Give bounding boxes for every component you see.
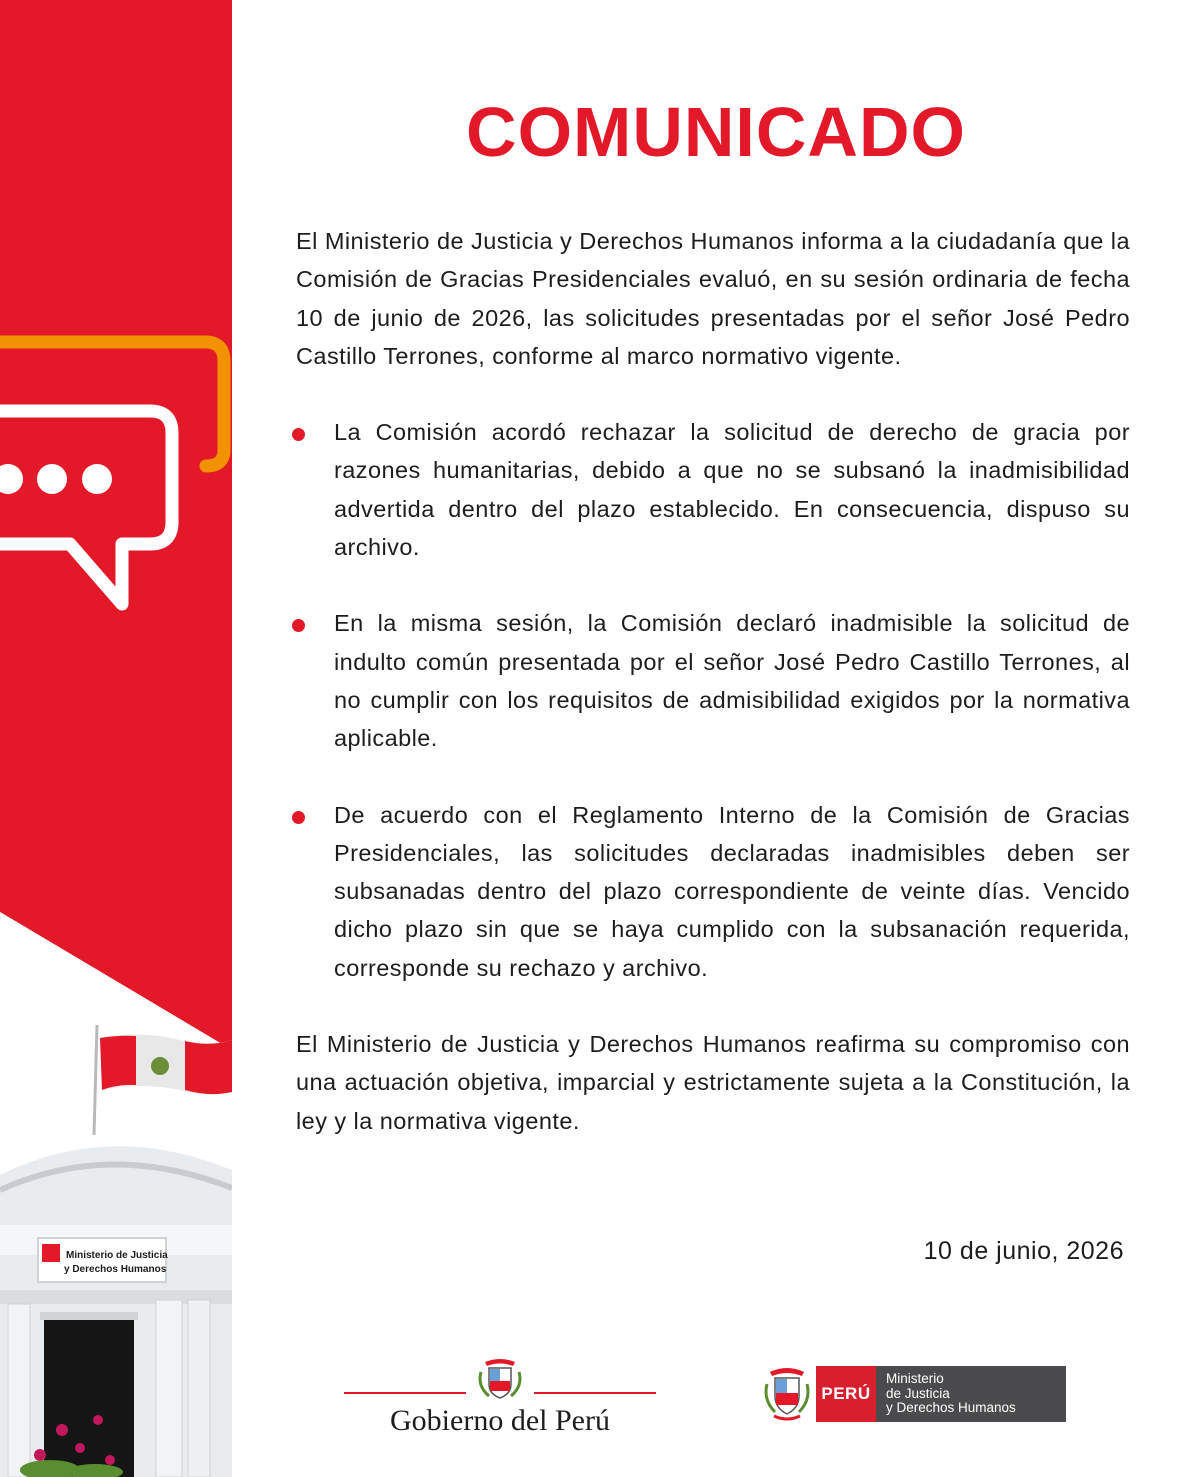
building-sign-line2: y Derechos Humanos xyxy=(64,1264,167,1275)
closing-paragraph: El Ministerio de Justicia y Derechos Humanos reafirma su compromiso con una actuación objetiva, imparcial y estrictamente sujeta a la Constitución, la ley y la normativa vigente. xyxy=(296,1031,1130,1134)
bullet-text: De acuerdo con el Reglamento Interno de la Comisión de Gracias Presidenciales, las solicitudes declaradas inadmisibles deben ser subsanadas dentro del plazo correspondiente de veinte días. Vencido dicho plazo sin que se haya cumplido con la subsanación requerida, corresponde su rechazo y archivo. xyxy=(334,801,1130,981)
list-item xyxy=(296,796,1130,987)
ministry-line3: y Derechos Humanos xyxy=(886,1400,1016,1415)
bullet-list xyxy=(296,413,1130,987)
list-item xyxy=(296,413,1130,566)
peru-label: PERÚ xyxy=(816,1366,876,1422)
minjus-logo xyxy=(762,1364,1066,1422)
communique-date: 10 de junio, 2026 xyxy=(923,1237,1124,1265)
bullet-text: La Comisión acordó rechazar la solicitud de derecho de gracia por razones humanitarias, debido a que no se subsanó la inadmisibilidad advertida dentro del plazo establecido. En consecuencia, dispuso su archivo. xyxy=(334,419,1130,561)
communique-body xyxy=(296,222,1130,1140)
ministry-line1: Ministerio xyxy=(886,1371,944,1386)
ministry-building-image xyxy=(0,1146,232,1477)
bullet-dot-icon xyxy=(292,619,305,632)
ministry-name-block xyxy=(876,1366,1066,1422)
logo-rule-left xyxy=(344,1392,466,1394)
logo-rule-right xyxy=(534,1392,656,1394)
side-graphics xyxy=(0,0,232,1477)
bullet-dot-icon xyxy=(292,428,305,441)
intro-paragraph: El Ministerio de Justicia y Derechos Humanos informa a la ciudadanía que la Comisión de Gracias Presidenciales evaluó, en su sesión ordinaria de fecha 10 de junio de 2026, las solicitudes presentadas por el señor José Pedro Castillo Terrones, conforme al marco normativo vigente. xyxy=(296,228,1130,369)
gobierno-del-peru-logo xyxy=(344,1356,656,1446)
bullet-text: En la misma sesión, la Comisión declaró inadmisible la solicitud de indulto común presentada por el señor José Pedro Castillo Terrones, al no cumplir con los requisitos de admisibilidad exigidos por la normativa aplicable. xyxy=(334,610,1130,752)
bullet-dot-icon xyxy=(292,811,305,824)
page-title: COMUNICADO xyxy=(466,93,966,171)
list-item xyxy=(296,604,1130,757)
coat-of-arms-icon xyxy=(475,1356,525,1400)
coat-of-arms-icon xyxy=(762,1364,812,1422)
gobierno-del-peru-text: Gobierno del Perú xyxy=(390,1404,610,1437)
building-sign-line1: Ministerio de Justicia xyxy=(66,1250,168,1261)
ministry-line2: de Justicia xyxy=(886,1385,950,1401)
side-decoration-panel xyxy=(0,0,232,1477)
